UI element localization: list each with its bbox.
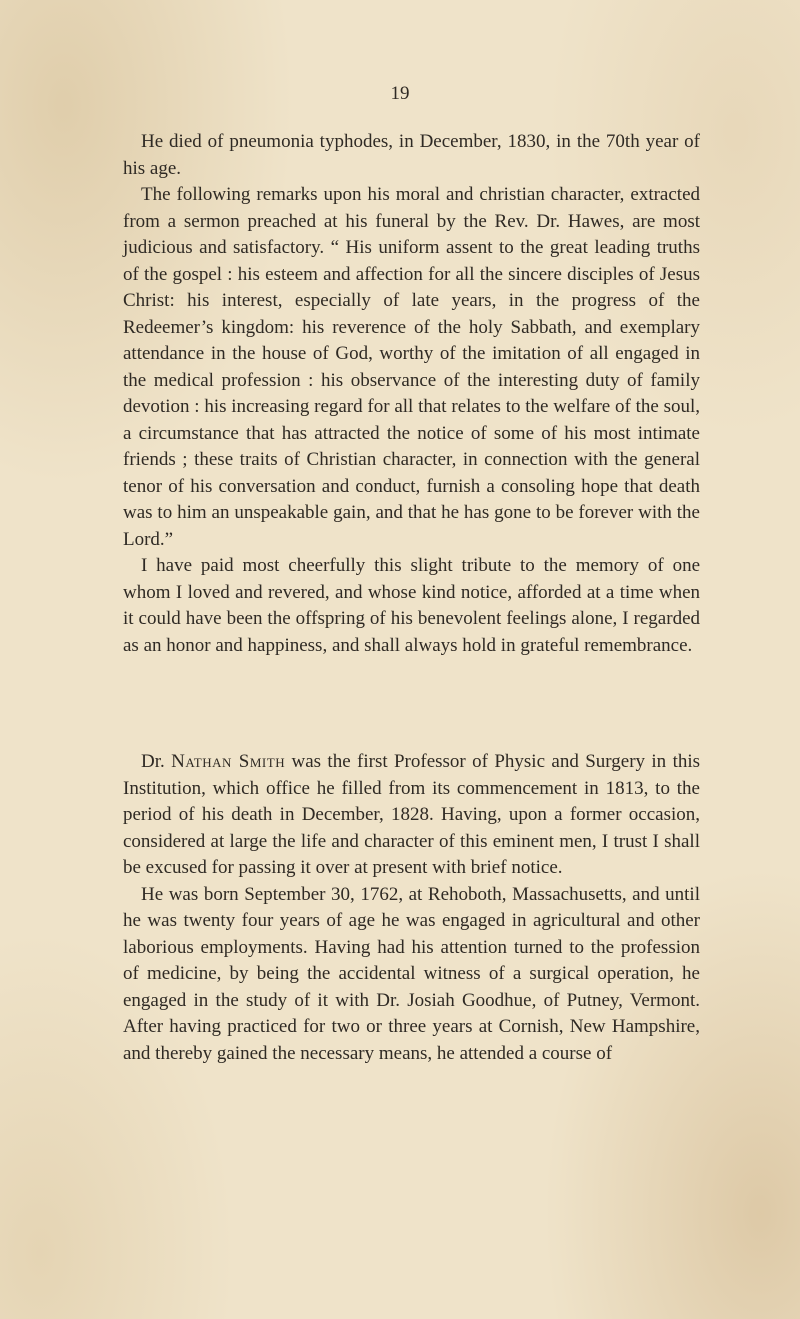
paragraph-professor-intro xyxy=(123,749,700,882)
paragraph-death: He died of pneumonia typhodes, in December, 1830, in the 70th year of his age. xyxy=(123,131,700,179)
obituary-section xyxy=(123,129,700,659)
nathan-smith-section xyxy=(123,749,700,1067)
paragraph-professor-text: was the first Professor of Physic and Surgery in this Institution, which office he filled from its commencement in 1813, to the period of his death in December, 1828. Having, upon a former occasion, considered at large the life and character of this eminent men, I trust I shall be excused for passing it over at present with brief notice. xyxy=(123,751,701,878)
paragraph-biography: He was born September 30, 1762, at Rehoboth, Massachusetts, and until he was twenty four years of age he was engaged in agricultural and other laborious employments. Having had his attention turned to the profession of medicine, by being the accidental witness of a surgical operation, he engaged in the study of it with Dr. Josiah Goodhue, of Putney, Vermont. After having practiced for two or three years at Cornish, New Hampshire, and thereby gained the necessary means, he attended a course of xyxy=(123,883,700,1064)
person-name: Nathan Smith xyxy=(171,751,286,772)
paragraph-character-remarks: The following remarks upon his moral and christian character, extracted from a sermon preached at his funeral by the Rev. Dr. Hawes, are most judicious and satisfactory. “ His uniform assent to the great leading truths of the gospel : his esteem and affection for all the sincere disciples of Jesus Christ: his interest, especially of late years, in the progress of the Redeemer’s kingdom: his reverence of the holy Sabbath, and exemplary attendance in the house of God, worthy of the imitation of all engaged in the medical profession : his observance of the interesting duty of family devotion : his increasing regard for all that relates to the welfare of the soul, a circumstance that has attracted the notice of some of his most intimate friends ; these traits of Christian character, in connection with the general tenor of his conversation and conduct, furnish a consoling hope that death was to him an unspeakable gain, and that he has gone to be forever with the Lord.” xyxy=(123,184,700,550)
title-prefix: Dr. xyxy=(141,751,165,772)
paragraph-tribute: I have paid most cheerfully this slight tribute to the memory of one whom I loved and revered, and whose kind notice, afforded at a time when it could have been the offspring of his benevolent feelings alone, I regarded as an honor and happiness, and shall always hold in grateful remembrance. xyxy=(123,555,700,656)
page-number: 19 xyxy=(390,83,410,104)
